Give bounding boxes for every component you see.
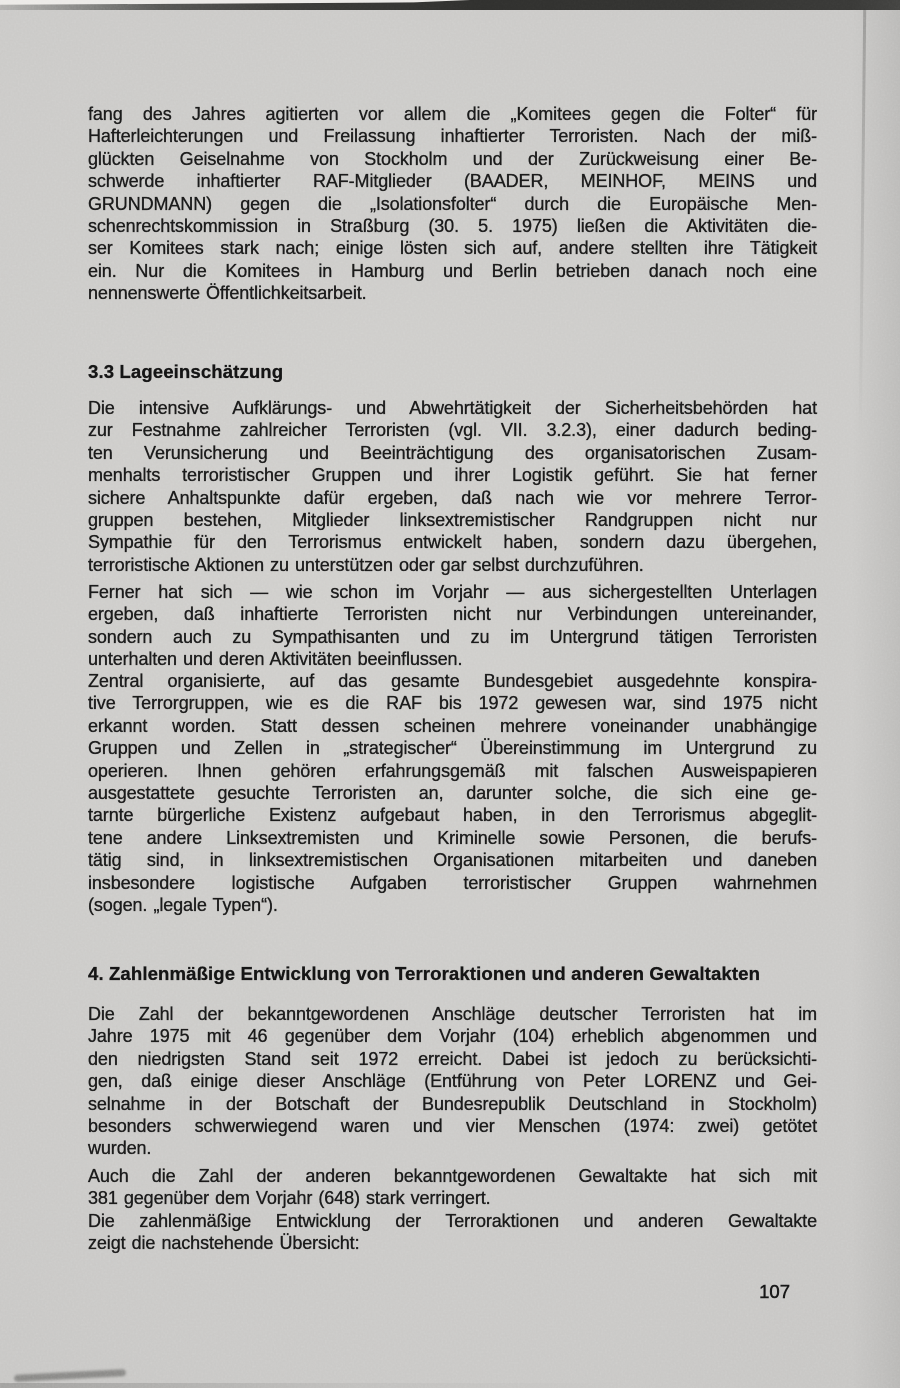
text-line: gruppen bestehen, Mitglieder linksextremistischer Randgruppen nicht nur xyxy=(88,509,817,530)
section-3-3-paragraph-3 xyxy=(88,670,817,916)
text-line: den niedrigsten Stand seit 1972 erreicht. Dabei ist jedoch zu berücksichti- xyxy=(88,1048,817,1069)
text-line: Gruppen und Zellen in „strategischer“ Übereinstimmung im Untergrund zu xyxy=(88,738,817,759)
text-line: besonders schwerwiegend waren und vier Menschen (1974: zwei) getötet xyxy=(88,1115,817,1136)
section-3-3-paragraph-2 xyxy=(88,581,817,671)
paragraph-continuation xyxy=(88,103,817,305)
text-line: tätig sind, in linksextremistischen Organisationen mitarbeiten und daneben xyxy=(88,850,817,871)
section-4-paragraph-2 xyxy=(88,1165,817,1210)
text-line: tarnte bürgerliche Existenz aufgebaut haben, in den Terrorismus abgeglit- xyxy=(88,805,817,826)
text-line: ten Verunsicherung und Beeinträchtigung des organisatorischen Zusam- xyxy=(88,442,817,463)
text-line: menhalts terroristischer Gruppen und ihrer Logistik geführt. Sie hat ferner xyxy=(88,465,817,486)
text-line: nennenswerte Öffentlichkeitsarbeit. xyxy=(88,283,367,304)
section-3-3-heading: 3.3 Lageeinschätzung xyxy=(88,361,284,382)
text-line: zur Festnahme zahlreicher Terroristen (vgl. VII. 3.2.3), einer dadurch beding- xyxy=(88,420,817,441)
section-4-paragraph-1 xyxy=(88,1003,817,1160)
text-line: ergeben, daß inhaftierte Terroristen nicht nur Verbindungen untereinander, xyxy=(88,604,817,625)
text-line: selnahme in der Botschaft der Bundesrepublik Deutschland in Stockholm) xyxy=(88,1093,817,1114)
text-line: zeigt die nachstehende Übersicht: xyxy=(88,1233,360,1254)
text-line: tive Terrorgruppen, wie es die RAF bis 1972 gewesen war, sind 1975 nicht xyxy=(88,693,817,714)
text-line: sondern auch zu Sympathisanten und zu im Untergrund tätigen Terroristen xyxy=(88,626,817,647)
text-line: sichere Anhaltspunkte dafür ergeben, daß nach wie vor mehrere Terror- xyxy=(88,487,817,508)
section-3-3-paragraph-1 xyxy=(88,397,817,576)
text-line: schwerde inhaftierter RAF-Mitglieder (BAADER, MEINHOF, MEINS und xyxy=(88,171,817,192)
text-line: Ferner hat sich — wie schon im Vorjahr — aus sichergestellten Unterlagen xyxy=(88,582,817,602)
text-line: Jahre 1975 mit 46 gegenüber dem Vorjahr (104) erheblich abgenommen und xyxy=(88,1026,817,1047)
text-line: ser Komitees stark nach; einige lösten sich auf, andere stellten ihre Tätigkeit xyxy=(88,238,817,259)
text-line: Hafterleichterungen und Freilassung inhaftierter Terroristen. Nach der miß- xyxy=(88,126,817,147)
section-4-paragraph-3 xyxy=(88,1210,817,1255)
text-line: fang des Jahres agitierten vor allem die „Komitees gegen die Folter“ für xyxy=(88,104,817,124)
text-line: unterhalten und deren Aktivitäten beeinflussen. xyxy=(88,649,463,670)
text-line: GRUNDMANN) gegen die „Isolationsfolter“ durch die Europäische Men- xyxy=(88,193,817,214)
text-line: ein. Nur die Komitees in Hamburg und Berlin betrieben danach noch eine xyxy=(88,260,817,281)
text-line: Zentral organisierte, auf das gesamte Bundesgebiet ausgedehnte konspira- xyxy=(88,671,817,691)
text-line: Die Zahl der bekanntgewordenen Anschläge deutscher Terroristen hat im xyxy=(88,1004,817,1024)
text-line: gen, daß einige dieser Anschläge (Entführung von Peter LORENZ und Gei- xyxy=(88,1071,817,1092)
text-line: (sogen. „legale Typen“). xyxy=(88,894,278,915)
text-line: Die zahlenmäßige Entwicklung der Terroraktionen und anderen Gewaltakte xyxy=(88,1211,817,1231)
page-number: 107 xyxy=(759,1281,790,1302)
section-4-heading: 4. Zahlenmäßige Entwicklung von Terroraktionen und anderen Gewaltakten xyxy=(88,963,761,984)
text-line: 381 gegenüber dem Vorjahr (648) stark verringert. xyxy=(88,1188,491,1209)
text-line: erkannt worden. Statt dessen scheinen mehrere voneinander unabhängige xyxy=(88,715,817,736)
text-line: terroristische Aktionen zu unterstützen oder gar selbst durchzuführen. xyxy=(88,554,644,575)
text-line: ausgestattete gesuchte Terroristen an, darunter solche, die sich eine ge- xyxy=(88,782,817,803)
text-line: schenrechtskommission in Straßburg (30. 5. 1975) ließen die Aktivitäten die- xyxy=(88,215,817,236)
text-line: glückten Geiselnahme von Stockholm und der Zurückweisung einer Be- xyxy=(88,148,817,169)
text-line: insbesondere logistische Aufgaben terroristischer Gruppen wahrnehmen xyxy=(88,872,817,893)
text-line: Auch die Zahl der anderen bekanntgewordenen Gewaltakte hat sich mit xyxy=(88,1166,817,1186)
text-line: wurden. xyxy=(88,1138,152,1159)
text-line: operieren. Ihnen gehören erfahrungsgemäß mit falschen Ausweispapieren xyxy=(88,760,817,781)
text-line: Sympathie für den Terrorismus entwickelt haben, sondern dazu übergehen, xyxy=(88,532,817,553)
text-line: Die intensive Aufklärungs- und Abwehrtätigkeit der Sicherheitsbehörden hat xyxy=(88,398,817,418)
text-line: tene andere Linksextremisten und Kriminelle sowie Personen, die berufs- xyxy=(88,827,817,848)
